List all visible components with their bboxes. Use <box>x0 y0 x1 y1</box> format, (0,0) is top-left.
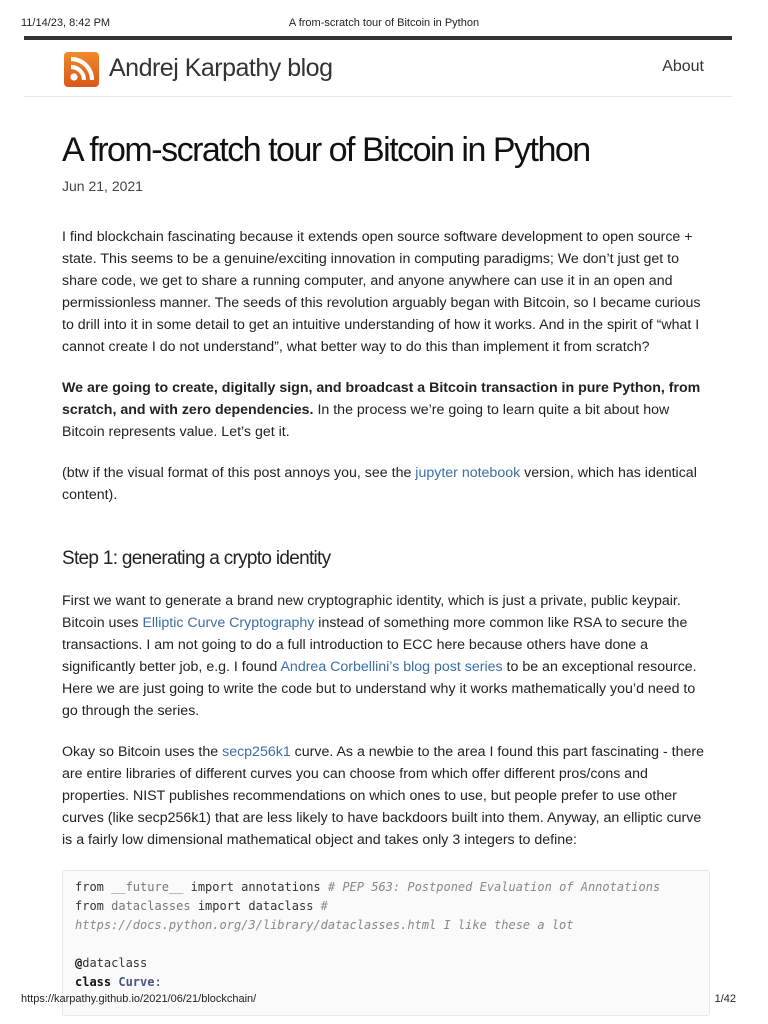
goal-bold-text: We are going to create, digitally sign, and broadcast a Bitcoin transaction in pure Python, from scratch, and with zero dependencies. <box>62 380 701 418</box>
site-header <box>24 40 732 97</box>
text: instead of something more common like RSA to secure the transactions. I am not going to do a full introduction to ECC here because others have done a significantly better job, e.g. I found <box>62 615 688 675</box>
text: curve. As a newbie to the area I found this part fascinating - there are entire libraries of different curves you can choose from which offer different pros/cons and properties. NIST publishes recommendations on which ones to use, but people prefer to use other curves (like secp256k1) that are less likely to have backdoors built into them. Anyway, an elliptic curve is a fairly low dimensional mathematical object and takes only 3 integers to define: <box>62 744 704 848</box>
ecc-link[interactable]: Elliptic Curve Cryptography <box>142 615 315 631</box>
section-heading-step1: Step 1: generating a crypto identity <box>62 548 331 569</box>
code-token: import dataclass <box>190 899 321 913</box>
code-comment: https://docs.python.org/3/library/dataclasses.html I like these a lot <box>75 918 574 932</box>
rss-icon[interactable] <box>64 52 99 87</box>
code-token: from <box>75 899 112 913</box>
code-comment: # <box>320 899 328 913</box>
nav-about-link[interactable]: About <box>662 58 704 75</box>
text: to be an exceptional resource. Here we are just going to write the code but to understand why it works mathematically you’d need to go through the series. <box>62 659 697 719</box>
paragraph-intro: I find blockchain fascinating because it extends open source software development to open source + state. This seems to be a genuine/exciting innovation in computing paradigms; We don’t just get to share code, we get to share a running computer, and anyone anywhere can use it in an open and permissionless manner. The seeds of this revolution arguably began with Bitcoin, so I became curious to drill into it in some detail to get an intuitive understanding of how it works. And in the spirit of “what I cannot create I do not understand”, what better way to do this than implement it from scratch? <box>62 229 701 355</box>
post-title: A from-scratch tour of Bitcoin in Python <box>62 131 590 169</box>
site-title-link[interactable]: Andrej Karpathy blog <box>109 54 333 82</box>
print-page-title: A from-scratch tour of Bitcoin in Python <box>288 17 480 29</box>
post-date: Jun 21, 2021 <box>62 178 143 194</box>
print-datetime: 11/14/23, 8:42 PM <box>21 17 111 29</box>
code-token: dataclasses <box>111 899 191 913</box>
text: (btw if the visual format of this post annoys you, see the <box>62 465 416 481</box>
code-token: __future__ <box>111 880 184 894</box>
code-token: dataclass <box>82 956 148 970</box>
code-comment: # PEP 563: Postponed Evaluation of Annotations <box>327 880 661 894</box>
post-content <box>62 226 710 1016</box>
text: First we want to generate a brand new cryptographic identity, which is just a private, public keypair. Bitcoin uses <box>62 593 681 631</box>
page-number: 1/42 <box>714 993 736 1005</box>
goal-text: In the process we’re going to learn quite a bit about how Bitcoin represents value. Let’s get it. <box>62 402 670 440</box>
paragraph-ecc <box>62 590 710 722</box>
code-token: : <box>154 975 162 989</box>
paragraph-goal <box>62 377 710 443</box>
text: Okay so Bitcoin uses the <box>62 744 223 760</box>
code-class-name: Curve <box>118 975 155 989</box>
paragraph-notebook <box>62 462 710 506</box>
secp256k1-link[interactable]: secp256k1 <box>222 744 291 760</box>
print-url: https://karpathy.github.io/2021/06/21/blockchain/ <box>21 993 257 1005</box>
text: version, which has identical content). <box>62 465 697 503</box>
paragraph-secp256k1 <box>62 741 710 851</box>
code-token: from <box>75 880 112 894</box>
code-token: @ <box>75 956 83 970</box>
jupyter-notebook-link[interactable]: jupyter notebook <box>415 465 521 481</box>
code-keyword: class <box>75 975 112 989</box>
corbellini-link[interactable]: Andrea Corbellini’s blog post series <box>280 659 503 675</box>
code-token: import annotations <box>183 880 328 894</box>
